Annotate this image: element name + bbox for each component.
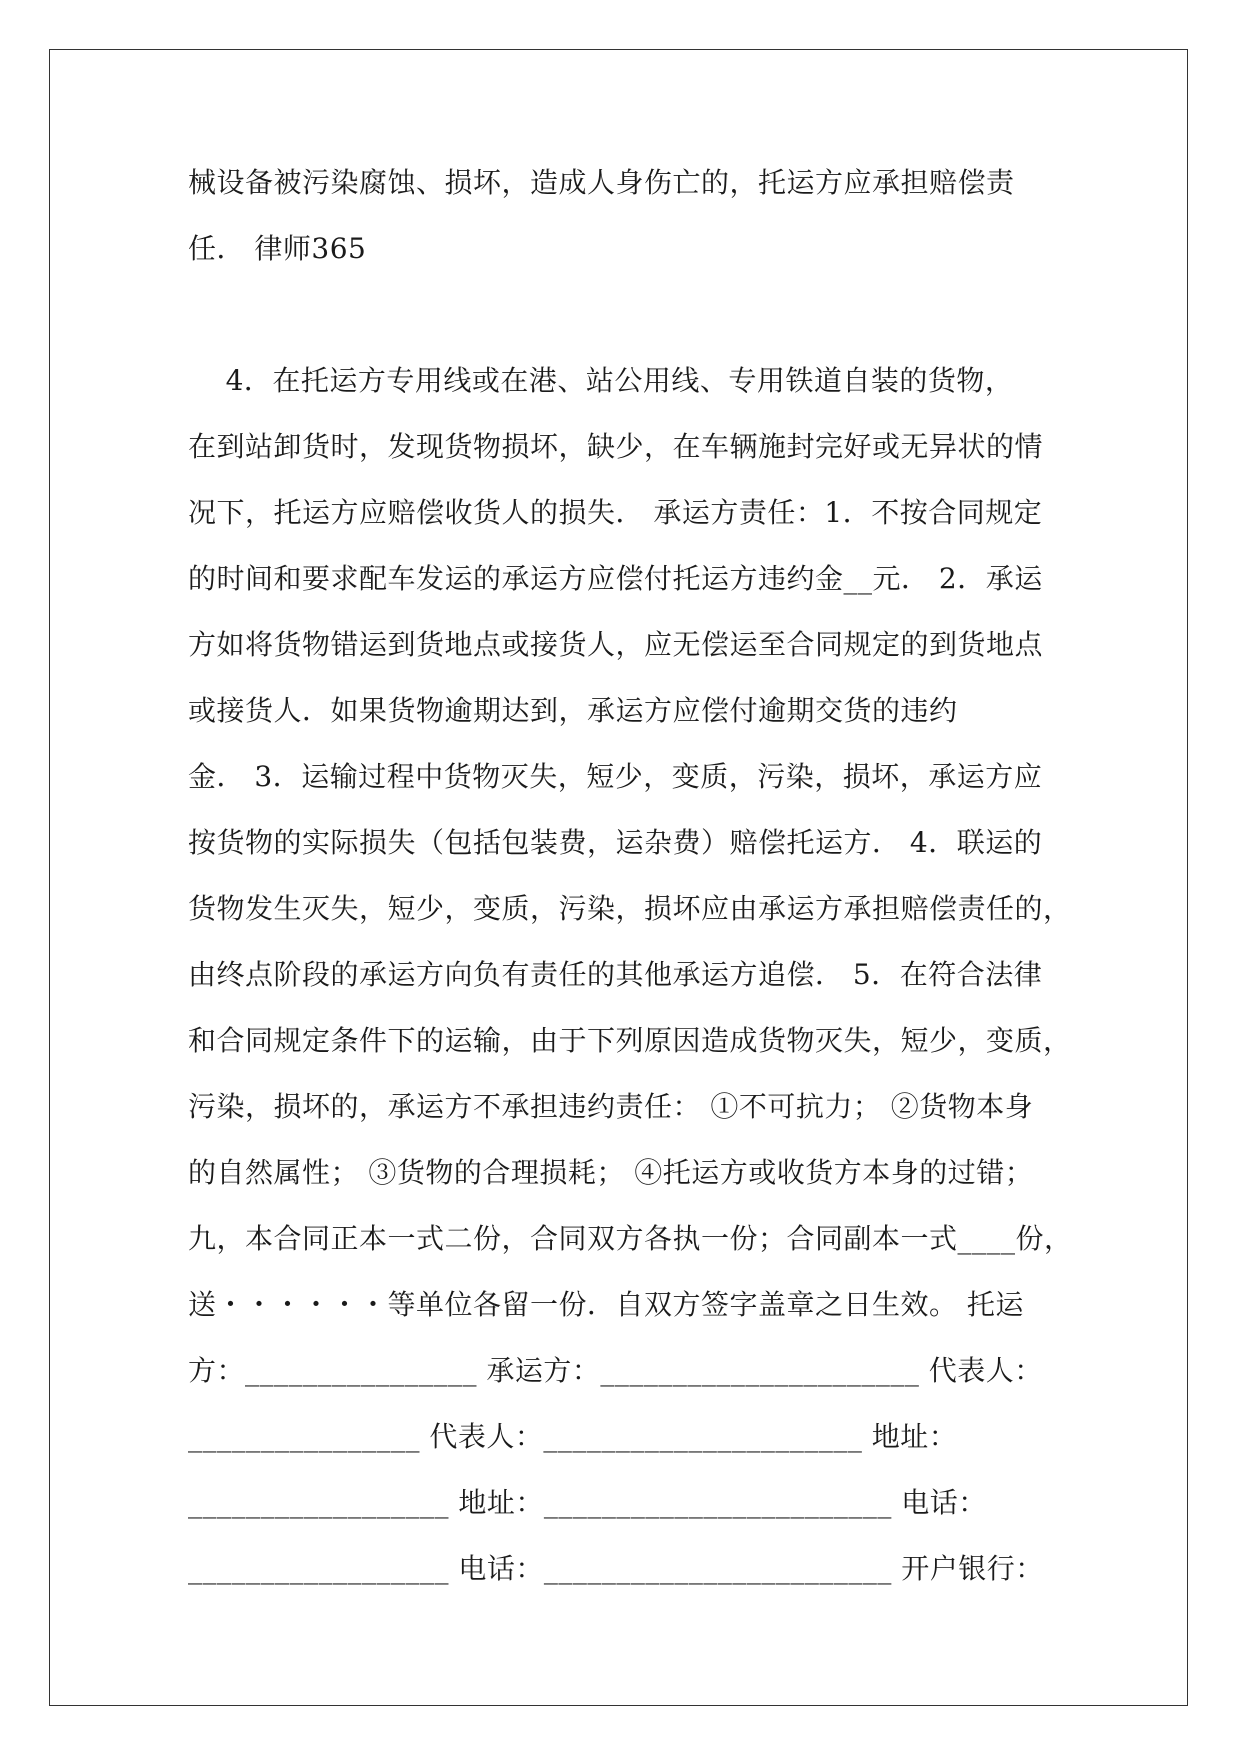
signature-line-phone: __________________ 电话：________________________ 开户银行： — [188, 1552, 1044, 1585]
text-line: 由终点阶段的承运方向负有责任的其他承运方追偿． 5．在符合法律 — [188, 958, 1043, 991]
text-line: 污染，损坏的，承运方不承担违约责任： ①不可抗力； ②货物本身 — [188, 1090, 1034, 1123]
signature-line-representative: ________________ 代表人：______________________ 地址： — [188, 1420, 958, 1453]
text-line: 和合同规定条件下的运输，由于下列原因造成货物灭失，短少，变质， — [188, 1024, 1072, 1057]
text-line: 4．在托运方专用线或在港、站公用线、专用铁道自装的货物， — [188, 364, 1014, 397]
text-line: 在到站卸货时，发现货物损坏，缺少，在车辆施封完好或无异状的情 — [188, 430, 1044, 463]
text-line: 或接货人．如果货物逾期达到，承运方应偿付逾期交货的违约 — [188, 694, 958, 727]
signature-line-shipper: 方：________________ 承运方：______________________ 代表人： — [188, 1354, 1043, 1387]
text-line: 按货物的实际损失（包括包装费，运杂费）赔偿托运方． 4．联运的 — [188, 826, 1043, 859]
text-line: 九，本合同正本一式二份，合同双方各执一份；合同副本一式____份， — [188, 1222, 1073, 1255]
text-line: 方如将货物错运到货地点或接货人，应无偿运至合同规定的到货地点 — [188, 628, 1044, 661]
text-line: 货物发生灭失，短少，变质，污染，损坏应由承运方承担赔偿责任的， — [188, 892, 1072, 925]
text-line: 的时间和要求配车发运的承运方应偿付托运方违约金__元． 2．承运 — [188, 562, 1043, 595]
text-line: 金． 3．运输过程中货物灭失，短少，变质，污染，损坏，承运方应 — [188, 760, 1043, 793]
paragraph-liability-cont — [188, 150, 1048, 282]
text-line: 的自然属性； ③货物的合理损耗； ④托运方或收货方本身的过错； — [188, 1156, 1034, 1189]
text-line: 任． 律师365 — [188, 232, 367, 265]
text-line: 送・・・・・・等单位各留一份．自双方签字盖章之日生效。 托运 — [188, 1288, 1024, 1321]
text-line: 况下，托运方应赔偿收货人的损失． 承运方责任：1．不按合同规定 — [188, 496, 1043, 529]
paragraph-carrier-terms — [188, 348, 1073, 1602]
text-line: 械设备被污染腐蚀、损坏，造成人身伤亡的，托运方应承担赔偿责 — [188, 166, 1015, 199]
signature-line-address: __________________ 地址：________________________ 电话： — [188, 1486, 987, 1519]
